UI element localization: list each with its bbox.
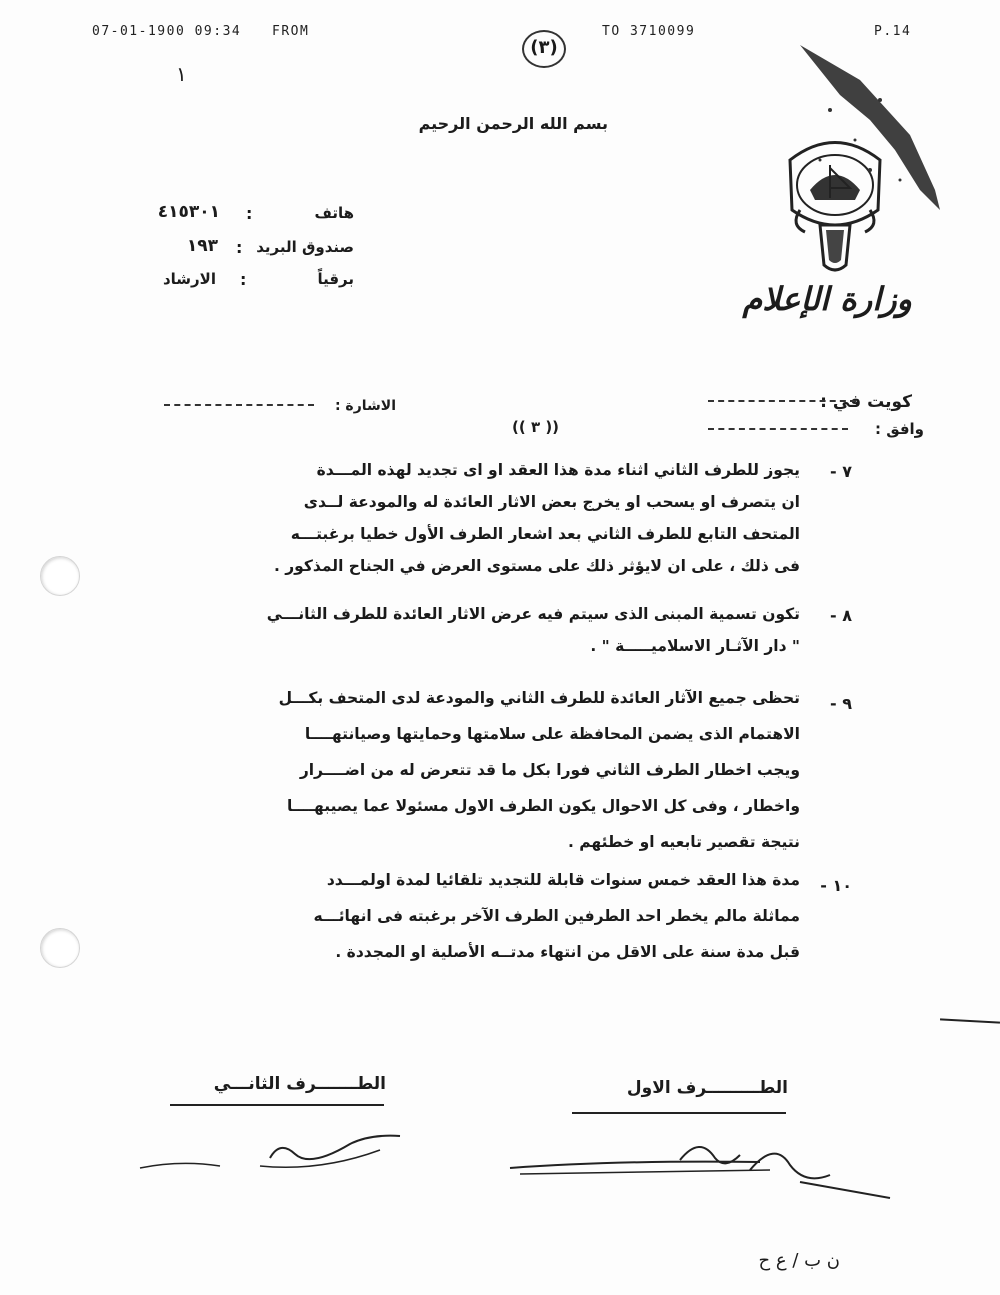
reference-field-line xyxy=(164,404,314,406)
ministry-name: وزارة الإعلام xyxy=(742,280,912,318)
phone-colon: : xyxy=(246,204,253,223)
phone-value: ٤١٥٣٠١ xyxy=(157,202,220,222)
date-label: كويت في : xyxy=(820,392,912,412)
pobox-value: ١٩٣ xyxy=(186,236,218,256)
clause-line: تكون تسمية المبنى الذى سيتم فيه عرض الاثار العائدة للطرف الثانـــي xyxy=(266,605,800,623)
clause-line: نتيجة تقصير تابعيه او خطئهم . xyxy=(567,833,800,851)
telegram-colon: : xyxy=(240,270,247,289)
pobox-label: صندوق البريد xyxy=(256,238,354,256)
continuation-marker: (( ٣ )) xyxy=(512,418,560,436)
first-party-signature-icon xyxy=(500,1130,900,1210)
hijri-date-label: وافق : xyxy=(874,420,924,438)
second-party-signature-icon xyxy=(120,1120,420,1190)
clause-10-text xyxy=(180,862,800,970)
date-field-line xyxy=(708,400,856,402)
pobox-colon: : xyxy=(236,238,243,257)
second-party-underline xyxy=(170,1104,384,1106)
clause-line: يجوز للطرف الثاني اثناء مدة هذا العقد او اى تجديد لهذه المـــدة xyxy=(316,461,800,479)
first-party-underline xyxy=(572,1112,786,1114)
fax-date-time: 07-01-1900 09:34 xyxy=(92,24,242,39)
clause-line: ان يتصرف او يسحب او يخرج بعض الاثار العائدة له والمودعة لــدى xyxy=(303,493,800,511)
telegram-value: الارشاد xyxy=(162,270,216,288)
clause-line: المتحف التابع للطرف الثاني بعد اشعار الطرف الأول خطيا برغبتـــه xyxy=(290,525,800,543)
clause-number: ٧ - xyxy=(830,462,852,481)
second-party-label: الطـــــــرف الثانـــي xyxy=(213,1074,386,1094)
fax-to-label: TO 3710099 xyxy=(602,24,696,39)
clause-number: ١٠ - xyxy=(820,876,852,895)
telegram-label: برقياً xyxy=(317,270,354,288)
footer-code: ن ب / ع ح xyxy=(758,1250,840,1271)
clause-number: ٨ - xyxy=(830,606,852,625)
clause-line: ويجب اخطار الطرف الثاني فورا بكل ما قد تتعرض له من اضــــرار xyxy=(299,761,800,779)
fax-page-number: P.14 xyxy=(874,24,912,39)
clause-line: مماثلة مالم يخطر احد الطرفين الطرف الآخر برغبته فى انهائـــه xyxy=(313,907,800,925)
reference-label: الاشارة : xyxy=(334,398,396,414)
clause-7-text xyxy=(180,454,800,582)
clause-line: الاهتمام الذى يضمن المحافظة على سلامتها وحمايتها وصيانتهــــا xyxy=(304,725,800,743)
clause-line: " دار الآثـار الاسلاميـــــة " . xyxy=(590,637,800,655)
margin-mark: ١ xyxy=(176,62,187,86)
clause-8-text xyxy=(180,598,800,662)
clause-9-text xyxy=(180,680,800,860)
fax-from-label: FROM xyxy=(272,24,310,39)
scan-artifact-line xyxy=(940,1018,1000,1023)
first-party-label: الطـــــــــرف الاول xyxy=(626,1078,788,1098)
hijri-date-field-line xyxy=(708,428,848,430)
binder-hole xyxy=(40,556,80,596)
scan-noise-corner xyxy=(800,40,940,210)
clause-line: قبل مدة سنة على الاقل من انتهاء مدتــه الأصلية او المجددة . xyxy=(335,943,800,961)
page-number: (٣) xyxy=(530,37,558,58)
phone-label: هاتف xyxy=(314,204,354,222)
clause-line: واخطار ، وفى كل الاحوال يكون الطرف الاول مسئولا عما يصيبهــــا xyxy=(287,797,800,815)
clause-line: مدة هذا العقد خمس سنوات قابلة للتجديد تلقائيا لمدة اولمـــدد xyxy=(326,871,800,889)
basmala: بسم الله الرحمن الرحيم xyxy=(418,114,608,133)
binder-hole xyxy=(40,928,80,968)
clause-line: فى ذلك ، على ان لايؤثر ذلك على مستوى العرض في الجناح المذكور . xyxy=(273,557,800,575)
clause-line: تحظى جميع الآثار العائدة للطرف الثاني والمودعة لدى المتحف بكـــل xyxy=(278,689,800,707)
page-number-circle xyxy=(522,30,566,68)
clause-number: ٩ - xyxy=(830,694,852,713)
